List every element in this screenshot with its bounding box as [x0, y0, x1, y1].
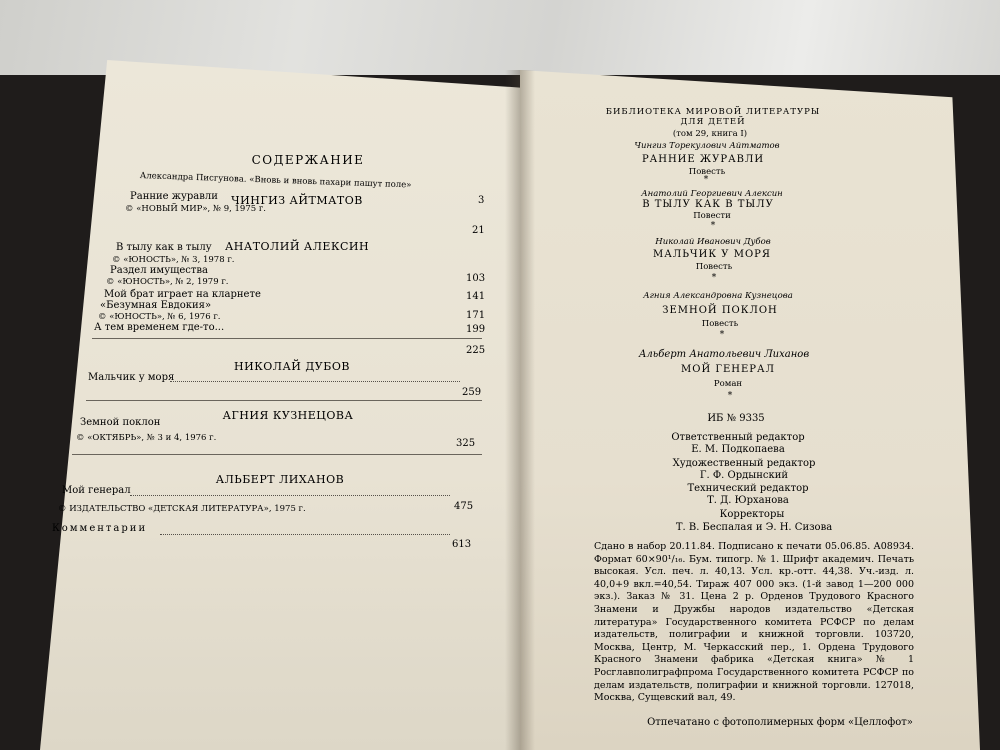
work-genre: Повесть: [688, 167, 726, 177]
page-number: 325: [456, 438, 476, 449]
editor-name: Е. М. Подкопаева: [691, 444, 785, 455]
printed-note: Отпечатано с фотополимерных форм «Целлофот»: [647, 717, 913, 728]
page-number: 475: [454, 501, 474, 512]
page-number: 21: [472, 225, 485, 236]
volume-label: (том 29, книга I): [672, 129, 748, 139]
author-name: Агния Александровна Кузнецова: [643, 291, 793, 301]
page-number: 171: [466, 310, 486, 321]
work-genre: Повести: [693, 211, 731, 221]
series-name-line2: ДЛЯ ДЕТЕЙ: [680, 117, 746, 127]
author-aleksin: АНАТОЛИЙ АЛЕКСИН: [224, 240, 370, 253]
author-name: Анатолий Георгиевич Алексин: [641, 189, 783, 199]
section-rule: [72, 454, 482, 455]
work-genre: Повесть: [695, 262, 733, 272]
author-kuznetsova: АГНИЯ КУЗНЕЦОВА: [222, 409, 354, 422]
entry-copyright: © «ЮНОСТЬ», № 6, 1976 г.: [98, 312, 221, 322]
author-dubov: НИКОЛАЙ ДУБОВ: [234, 360, 350, 373]
author-name: Чингиз Торекулович Айтматов: [634, 141, 780, 151]
book-gutter: [505, 70, 535, 750]
author-likhanov: АЛЬБЕРТ ЛИХАНОВ: [215, 473, 345, 486]
dot-leader: [130, 495, 450, 496]
entry-moi-brat: Мой брат играет на кларнете: [104, 289, 261, 300]
intro-page-number: 3: [478, 195, 485, 206]
page-number: 259: [462, 387, 482, 398]
entry-kommentarii: Комментарии: [52, 523, 148, 534]
editor-role: Художественный редактор: [672, 458, 816, 469]
editor-name: Т. В. Беспалая и Э. Н. Сизова: [675, 522, 833, 533]
work-title: МАЛЬЧИК У МОРЯ: [653, 249, 771, 260]
entry-zemnoi-poklon: Земной поклон: [80, 417, 161, 428]
intro-entry: Александра Писгунова. «Вновь и вновь пахари пашут поле»: [139, 171, 412, 191]
editor-name: Т. Д. Юрханова: [707, 495, 789, 506]
author-aitmatov: ЧИНГИЗ АЙТМАТОВ: [231, 194, 363, 207]
editor-role: Корректоры: [719, 509, 785, 520]
work-genre: Роман: [713, 379, 743, 389]
work-title: ЗЕМНОЙ ПОКЛОН: [662, 305, 778, 316]
entry-copyright: © «ОКТЯБРЬ», № 3 и 4, 1976 г.: [76, 433, 217, 443]
author-name: Альберт Анатольевич Лиханов: [638, 349, 810, 360]
contents-title: СОДЕРЖАНИЕ: [251, 153, 365, 167]
work-title: РАННИЕ ЖУРАВЛИ: [641, 154, 765, 165]
page-number: 225: [466, 345, 486, 356]
star-separator: *: [711, 273, 717, 283]
page-number: 613: [452, 539, 472, 550]
page-number: 103: [466, 273, 486, 284]
entry-bezumnaya: «Безумная Евдокия»: [100, 300, 212, 311]
star-separator: *: [710, 221, 716, 231]
editor-name: Г. Ф. Ордынский: [699, 470, 789, 481]
series-name: БИБЛИОТЕКА МИРОВОЙ ЛИТЕРАТУРЫ: [605, 107, 821, 117]
ib-number: ИБ № 9335: [707, 413, 765, 424]
work-title: В ТЫЛУ КАК В ТЫЛУ: [642, 199, 774, 210]
entry-malchik: Мальчик у моря: [88, 372, 175, 383]
entry-v-tylu: В тылу как в тылу: [116, 242, 212, 253]
section-rule: [86, 400, 482, 401]
entry-copyright: © «ЮНОСТЬ», № 2, 1979 г.: [106, 277, 229, 287]
star-separator: *: [727, 391, 733, 401]
star-separator: *: [703, 175, 709, 185]
page-number: 141: [466, 291, 486, 302]
dot-leader: [170, 381, 460, 382]
entry-rannie-zhuravli: Ранние журавли: [130, 191, 218, 202]
dot-leader: [160, 534, 450, 535]
section-rule: [92, 338, 482, 339]
work-genre: Повесть: [701, 319, 739, 329]
entry-moi-general: Мой генерал: [62, 485, 131, 496]
entry-copyright: © «ЮНОСТЬ», № 3, 1978 г.: [112, 255, 235, 265]
entry-razdel: Раздел имущества: [110, 265, 209, 276]
editor-role: Технический редактор: [687, 483, 809, 494]
entry-copyright: © ИЗДАТЕЛЬСТВО «ДЕТСКАЯ ЛИТЕРАТУРА», 1975 г.: [58, 504, 306, 514]
entry-a-tem-vremenem: А тем временем где-то...: [94, 322, 225, 333]
page-number: 199: [466, 324, 486, 335]
star-separator: *: [719, 330, 725, 340]
editor-role: Ответственный редактор: [671, 432, 805, 443]
work-title: МОЙ ГЕНЕРАЛ: [681, 364, 775, 375]
author-name: Николай Иванович Дубов: [655, 237, 771, 247]
entry-copyright: © «НОВЫЙ МИР», № 9, 1975 г.: [125, 204, 266, 214]
imprint-block: Сдано в набор 20.11.84. Подписано к печати 05.06.85. А08934. Формат 60×90¹/₁₆. Бум. типогр. № 1. Шрифт академич. Печать высокая. Усл. печ. л. 40,13. Усл. кр.-отт. 44,38. Уч.-изд. л. 40,0+9 вкл.=40,54. Тираж 407 000 экз. (1-й завод 1—200 000 экз.). Заказ № 31. Цена 2 р. Орденов Трудового Красного Знамени и Дружбы народов издательство «Детская литература» Государственного комитета РСФСР по делам издательств, полиграфии и книжной торговли. 103720, Москва, Центр, М. Черкасский пер., 1. Ордена Трудового Красного Знамени фабрика «Детская книга» № 1 Росглавполиграфпрома Государственного комитета РСФСР по делам издательств, полиграфии и книжной торговли. 127018, Москва, Сущевский вал, 49.: [594, 541, 914, 704]
